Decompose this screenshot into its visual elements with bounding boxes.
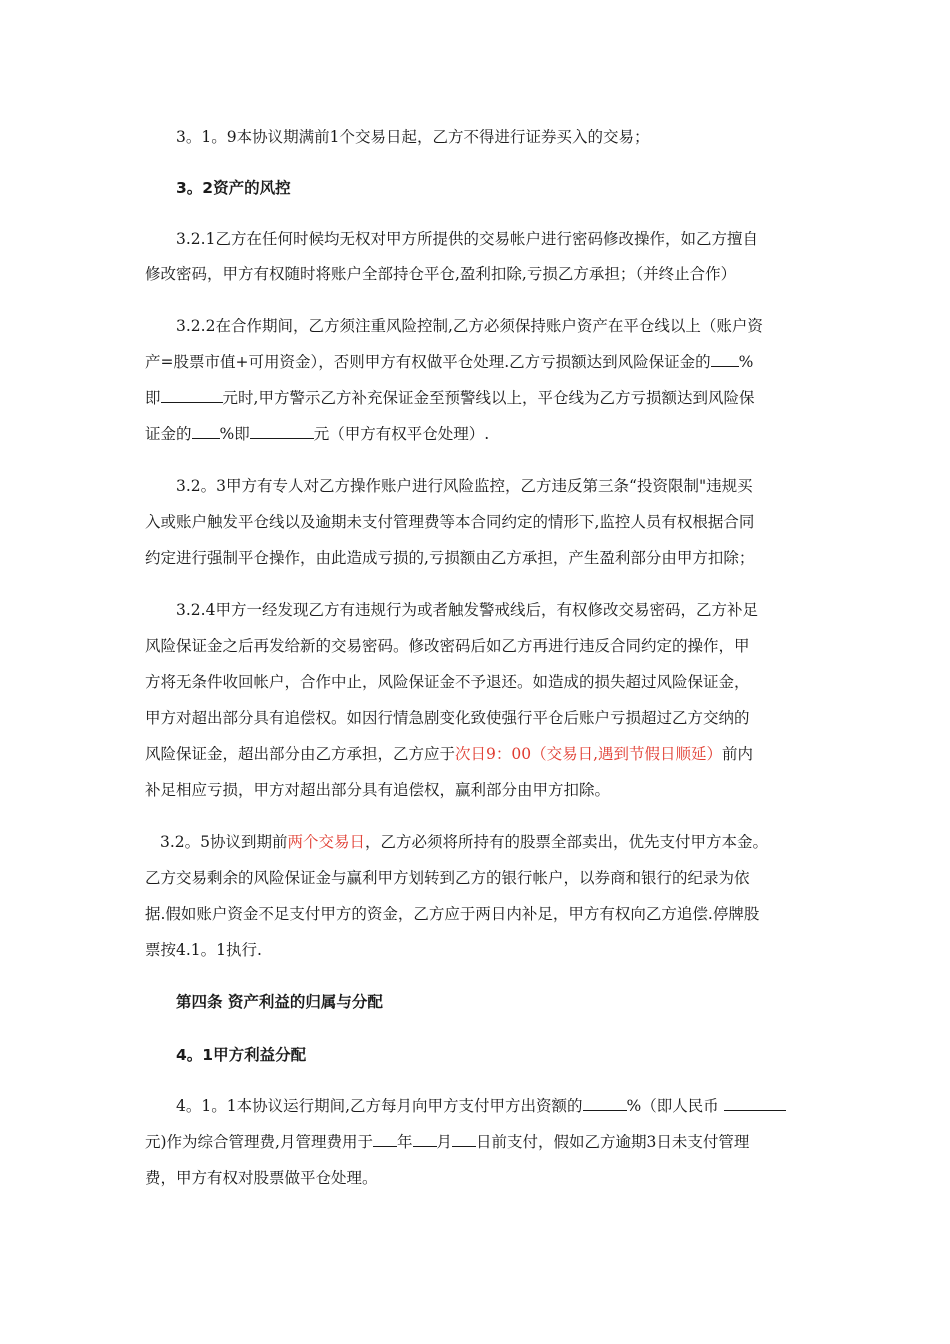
blank-field [711,352,739,367]
clause-3-2-5-line4: 票按4.1。1执行. [145,941,262,959]
clause-3-2-3-line3: 约定进行强制平仓操作，由此造成亏损的,亏损额由乙方承担，产生盈利部分由甲方扣除； [145,549,755,567]
blank-field [583,1096,627,1111]
clause-3-2-4-line5 [145,744,753,764]
text-run: ，乙方必须将所持有的股票全部卖出，优先支付甲方本金。 [365,833,769,851]
clause-4-1-1-line1 [176,1096,786,1116]
text-run: 年 [396,1133,413,1151]
clause-3-2-5-line2: 乙方交易剩余的风险保证金与赢利甲方划转到乙方的银行帐户，以券商和银行的纪录为依 [145,869,750,887]
clause-3-2-4-line1: 3.2.4甲方一经发现乙方有违规行为或者触发警戒线后，有权修改交易密码，乙方补足 [176,601,758,619]
clause-3-2-5-line1 [160,832,768,852]
text-run: 月 [436,1133,453,1151]
text-run: 3.2。5协议到期前 [160,833,288,851]
highlighted-days: 两个交易日 [287,833,366,851]
text-run: % [738,353,754,371]
text-run: %即 [219,425,250,443]
blank-field [161,388,223,403]
text-run: 元)作为综合管理费,月管理费用于 [145,1133,373,1151]
clause-3-2-5-line3: 据.假如账户资金不足支付甲方的资金，乙方应于两日内补足，甲方有权向乙方追偿.停牌股 [145,905,760,923]
clause-3-2-3-line2: 入或账户触发平仓线以及逾期未支付管理费等本合同约定的情形下,监控人员有权根据合同 [145,513,755,531]
text-run: 风险保证金，超出部分由乙方承担，乙方应于 [145,745,456,763]
text-run: %（即人民币 [626,1097,719,1115]
clause-3-2-2-line1: 3.2.2在合作期间，乙方须注重风险控制,乙方必须保持账户资产在平仓线以上（账户资 [176,317,763,335]
text-run: 元（甲方有权平仓处理）. [313,425,490,443]
clause-3-2-2-line2 [145,352,753,372]
text-run: 元时,甲方警示乙方补充保证金至预警线以上，平仓线为乙方亏损额达到风险保 [222,389,755,407]
text-run: 日前支付，假如乙方逾期3日未支付管理 [476,1133,750,1151]
text-run: 4。1。1本协议运行期间,乙方每月向甲方支付甲方出资额的 [176,1097,583,1115]
clause-3-2-3-line1: 3.2。3甲方有专人对乙方操作账户进行风险监控，乙方违反第三条“投资限制"违规买 [176,477,753,495]
clause-3-2-2-line4 [145,424,489,444]
clause-3-2-4-line4: 甲方对超出部分具有追偿权。如因行情急剧变化致使强行平仓后账户亏损超过乙方交纳的 [145,709,750,727]
article-heading-4: 第四条 资产利益的归属与分配 [176,993,383,1011]
blank-field [452,1132,476,1147]
blank-field [250,424,314,439]
blank-field [373,1132,397,1147]
text-run: 即 [145,389,161,407]
text-run: 产=股票市值+可用资金），否则甲方有权做平仓处理.乙方亏损额达到风险保证金的 [145,353,711,371]
section-heading-3-2: 3。2资产的风控 [176,179,291,197]
clause-3-1-9: 3。1。9本协议期满前1个交易日起，乙方不得进行证券买入的交易； [176,128,650,146]
blank-field [724,1096,786,1111]
text-run: 证金的 [145,425,192,443]
clause-3-2-4-line3: 方将无条件收回帐户，合作中止，风险保证金不予退还。如造成的损失超过风险保证金， [145,673,750,691]
clause-3-2-4-line2: 风险保证金之后再发给新的交易密码。修改密码后如乙方再进行违反合同约定的操作，甲 [145,637,750,655]
text-run: 前内 [722,745,754,763]
blank-field [192,424,220,439]
blank-field [413,1132,437,1147]
clause-3-2-4-line6: 补足相应亏损，甲方对超出部分具有追偿权，赢利部分由甲方扣除。 [145,781,611,799]
clause-4-1-1-line2 [145,1132,749,1152]
clause-4-1-1-line3: 费，甲方有权对股票做平仓处理。 [145,1169,378,1187]
clause-3-2-1-line1: 3.2.1乙方在任何时候均无权对甲方所提供的交易帐户进行密码修改操作，如乙方擅自 [176,230,758,248]
highlighted-deadline: 次日9：00（交易日,遇到节假日顺延） [455,745,723,763]
clause-3-2-2-line3 [145,388,754,408]
clause-3-2-1-line2: 修改密码，甲方有权随时将账户全部持仓平仓,盈利扣除,亏损乙方承担；（并终止合作） [145,265,737,283]
section-heading-4-1: 4。1甲方利益分配 [176,1046,307,1064]
